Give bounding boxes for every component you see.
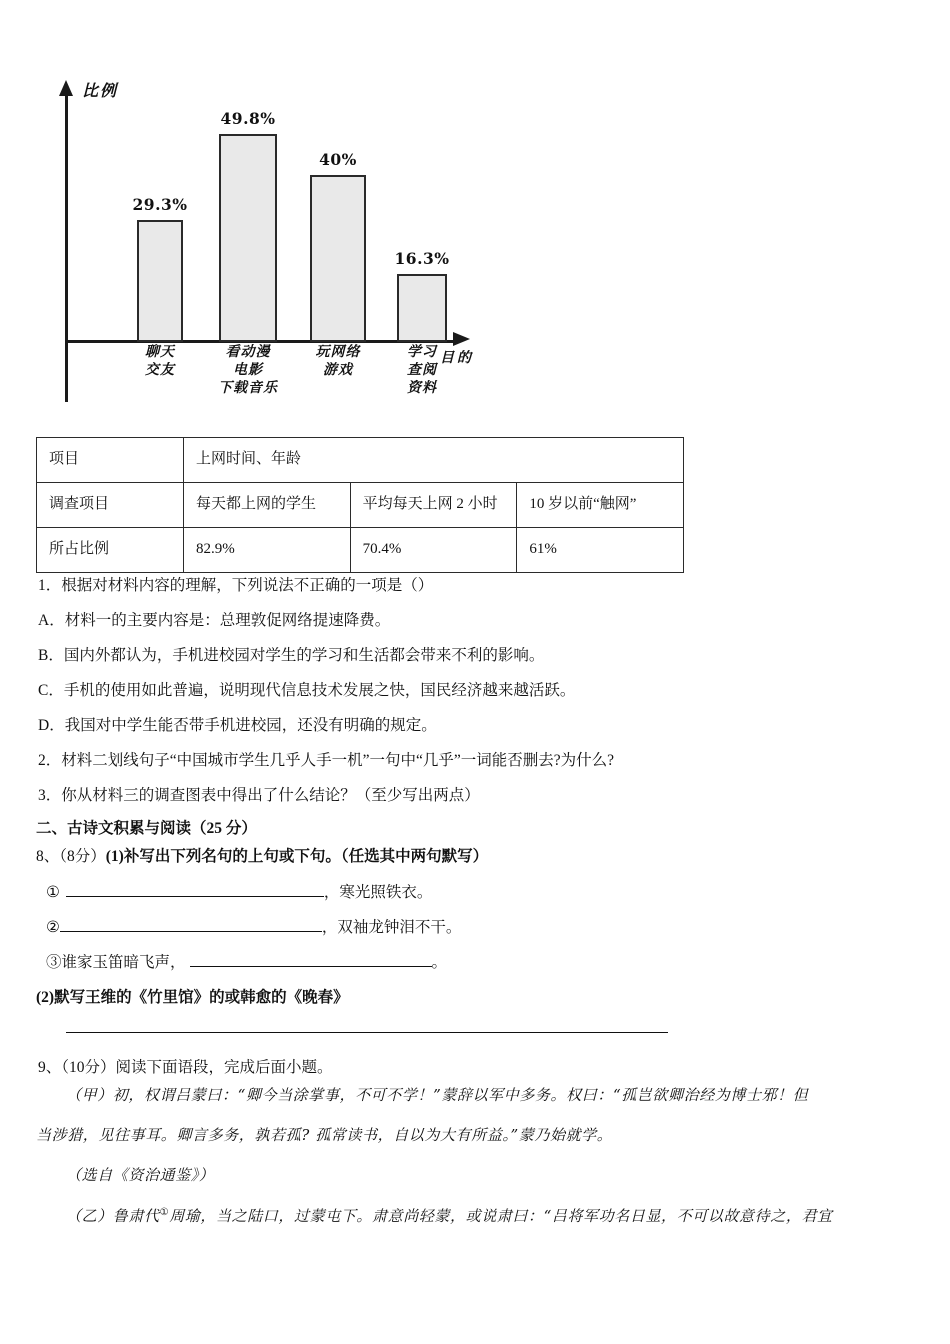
passage-yi-rest: 周瑜，当之陆口，过蒙屯下。肃意尚轻蒙，或说肃曰：“吕将军功名日显，不可以故意待之，君宜: [169, 1207, 833, 1225]
question-option-c: C．手机的使用如此普遍，说明现代信息技术发展之快，国民经济越来越活跃。: [38, 682, 576, 699]
table-cell: 平均每天上网 2 小时: [350, 483, 517, 528]
bar-category-label-3: 学习 查阅 资料: [407, 344, 437, 396]
question-8-number: 8、（8分）: [36, 848, 106, 865]
table-row: [37, 528, 684, 573]
blank-marker-2: ②: [46, 919, 60, 936]
bar-value-label-1: 49.8%: [220, 109, 276, 128]
question-item: 2．材料二划线句子“中国城市学生几乎人手一机”一句中“几乎”一词能否删去?为什么?: [38, 752, 615, 769]
bar-rect-1: [219, 134, 277, 342]
passage-jia-line-1: （甲）初，权谓吕蒙曰：“卿今当涂掌事，不可不学！”蒙辞以军中多务。权曰：“孤岂欲卿治经为博士邪！但: [66, 1086, 809, 1104]
bar-rect-2: [310, 175, 366, 342]
passage-yi-prefix: （乙）鲁肃代: [66, 1207, 160, 1225]
table-cell: 每天都上网的学生: [184, 483, 351, 528]
question-option-b: B．国内外都认为，手机进校园对学生的学习和生活都会带来不利的影响。: [38, 647, 545, 664]
table-row: [37, 483, 684, 528]
question-9-prompt: 9、（10分）阅读下面语段，完成后面小题。: [38, 1059, 333, 1076]
table-cell-label: 所占比例: [37, 528, 184, 573]
fill-blank-row-3: [46, 950, 447, 972]
blank-prefix-3: 谁家玉笛暗飞声，: [61, 954, 186, 971]
bar-category-label-2: 玩网络 游戏: [315, 344, 361, 378]
blank-suffix-2: ，双袖龙钟泪不干。: [321, 919, 462, 936]
question-list: [38, 578, 908, 823]
bar-category-label-1: 看动漫 电影 下载音乐: [218, 344, 278, 396]
fill-blank-row-1: [46, 880, 432, 902]
section-heading: 二、古诗文积累与阅读（25 分）: [36, 820, 257, 837]
footnote-marker-icon: ①: [159, 1207, 170, 1218]
table-cell-span: 上网时间、年龄: [184, 438, 684, 483]
blank-marker-3: ③: [46, 954, 62, 971]
fill-blank-row-2: [46, 915, 461, 937]
blank-marker-1: ①: [46, 884, 60, 901]
bar-group-3: [394, 92, 450, 396]
y-axis-label: 比例: [82, 81, 119, 100]
bar-value-label-2: 40%: [319, 150, 357, 169]
x-axis-arrow-icon: [453, 332, 470, 346]
passage-jia-source: （选自《资治通鉴》）: [66, 1166, 215, 1184]
classical-text-block: [36, 1088, 926, 1249]
table-cell-label: 项目: [37, 438, 184, 483]
table-cell: 10 岁以前“触网”: [517, 483, 684, 528]
table-row: [37, 438, 684, 483]
table-cell: 61%: [517, 528, 684, 573]
bar-series: [67, 92, 455, 396]
table-cell-label: 调查项目: [37, 483, 184, 528]
bar-value-label-0: 29.3%: [132, 195, 188, 214]
bar-group-0: [132, 92, 188, 378]
blank-input-3[interactable]: [190, 952, 432, 967]
survey-bar-chart: [40, 62, 510, 422]
bar-group-1: [218, 92, 278, 396]
question-option-a: A．材料一的主要内容是：总理敦促网络提速降费。: [38, 612, 391, 629]
question-8-instruction: (1)补写出下列名句的上句或下句。（任选其中两句默写）: [105, 848, 489, 865]
chart-plot-area: [40, 62, 510, 422]
blank-suffix-1: ，寒光照铁衣。: [323, 884, 433, 901]
passage-jia-line-2: 当涉猎，见往事耳。卿言多务，孰若孤? 孤常读书，自以为大有所益。”蒙乃始就学。: [36, 1126, 613, 1144]
bar-value-label-3: 16.3%: [394, 249, 450, 268]
question-8-part2: (2)默写王维的《竹里馆》的或韩愈的《晚春》: [36, 989, 349, 1006]
answer-write-line[interactable]: [66, 1032, 668, 1033]
table-cell: 70.4%: [350, 528, 517, 573]
question-item: 1．根据对材料内容的理解，下列说法不正确的一项是（）: [38, 577, 434, 594]
bar-group-2: [310, 92, 366, 378]
blank-suffix-3: 。: [431, 954, 448, 971]
blank-input-1[interactable]: [66, 882, 324, 897]
passage-yi-line-1: [36, 1208, 926, 1224]
table-cell: 82.9%: [184, 528, 351, 573]
x-axis-label: 目的: [440, 350, 474, 366]
question-item: 3．你从材料三的调查图表中得出了什么结论？（至少写出两点）: [38, 787, 480, 804]
question-8-prompt: [36, 844, 488, 866]
bar-category-label-0: 聊天 交友: [145, 344, 175, 378]
bar-rect-0: [137, 220, 183, 342]
survey-data-table: [36, 437, 684, 573]
blank-input-2[interactable]: [60, 917, 322, 932]
bar-rect-3: [397, 274, 447, 342]
question-option-d: D．我国对中学生能否带手机进校园，还没有明确的规定。: [38, 717, 437, 734]
